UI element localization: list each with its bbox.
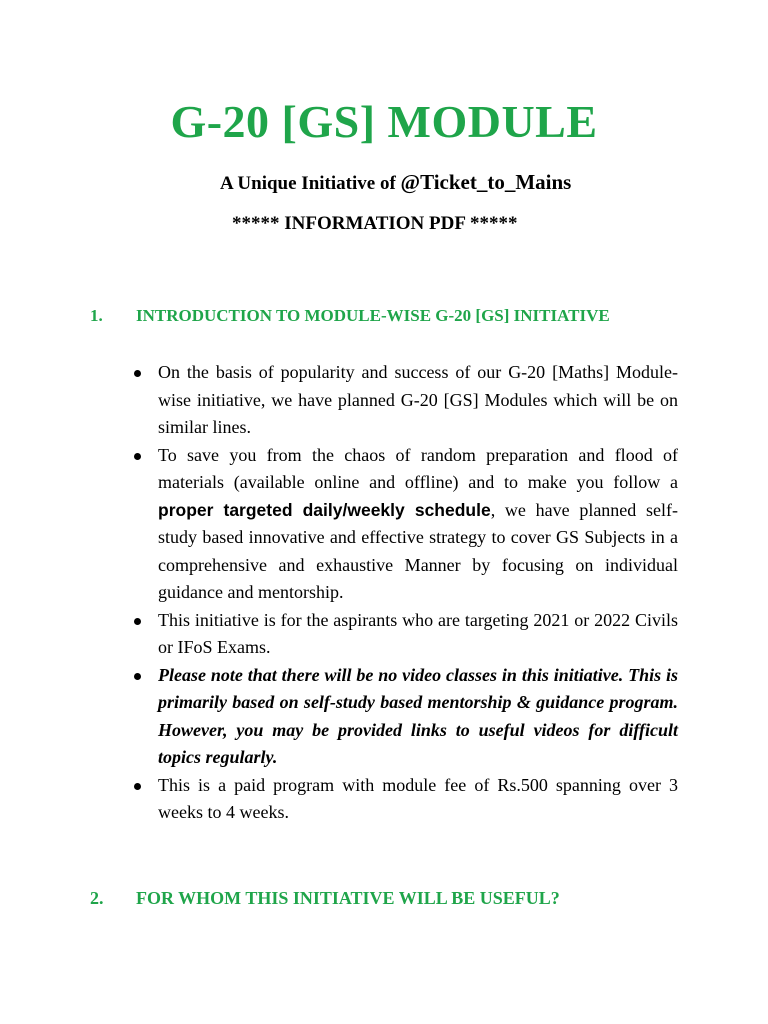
list-item — [0, 359, 768, 442]
bullet-text-part: To save you from the chaos of random preparation and flood of materials (available online and offline) and to make you follow a — [158, 444, 678, 492]
info-line: ***** INFORMATION PDF ***** — [232, 213, 518, 234]
subtitle-handle: @Ticket_to_Mains — [400, 170, 572, 194]
document-subtitle — [220, 168, 571, 198]
section-number: 1. — [90, 306, 103, 325]
section-title: FOR WHOM THIS INITIATIVE WILL BE USEFUL? — [136, 888, 560, 908]
bullet-icon — [134, 618, 141, 625]
bullet-icon — [134, 673, 141, 680]
section-title: INTRODUCTION TO MODULE-WISE G-20 [GS] INITIATIVE — [136, 306, 610, 325]
bullet-icon — [134, 453, 141, 460]
document-title: G-20 [GS] MODULE — [170, 96, 598, 147]
bullet-text-part: , we have planned self-study based innovative and effective strategy to cover GS Subjects in a comprehensive and exhaustive Manner by focusing on individual guidance and mentorship. — [158, 499, 678, 602]
list-item — [0, 662, 768, 772]
section-number: 2. — [90, 888, 104, 908]
bullet-text: This is a paid program with module fee of Rs.500 spanning over 3 weeks to 4 weeks. — [158, 774, 678, 822]
list-item — [0, 772, 768, 827]
list-item — [0, 607, 768, 662]
bullet-icon — [134, 370, 141, 377]
bullet-text-emphasis: proper targeted daily/weekly schedule — [158, 499, 491, 520]
list-item — [0, 442, 768, 607]
subtitle-prefix: A Unique Initiative of — [220, 173, 401, 194]
bullet-list — [0, 359, 768, 827]
bullet-text: This initiative is for the aspirants who are targeting 2021 or 2022 Civils or IFoS Exams. — [158, 609, 678, 657]
bullet-text — [158, 442, 678, 607]
bullet-text-note: Please note that there will be no video classes in this initiative. This is primarily based on self-study based mentorship & guidance program. However, you may be provided links to useful videos for difficult topics regularly. — [158, 664, 678, 767]
bullet-text: On the basis of popularity and success of our G-20 [Maths] Module-wise initiative, we have planned G-20 [GS] Modules which will be on similar lines. — [158, 362, 678, 437]
bullet-icon — [134, 783, 141, 790]
